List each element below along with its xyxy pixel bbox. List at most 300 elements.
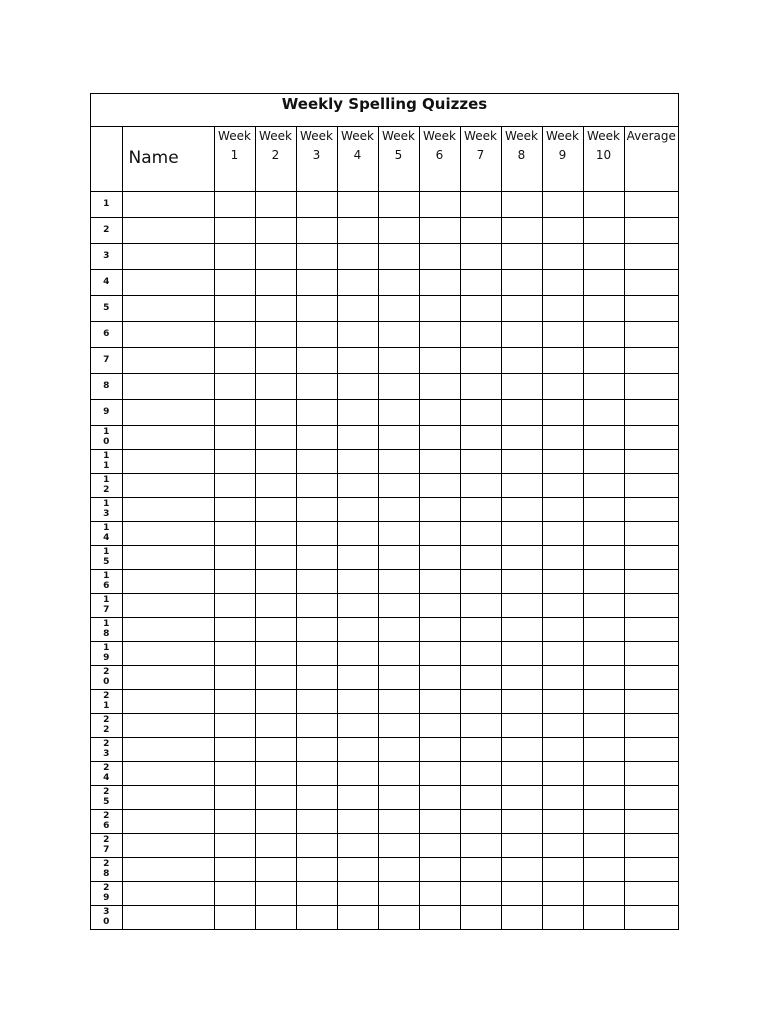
score-cell[interactable] — [296, 641, 337, 665]
score-cell[interactable] — [583, 449, 624, 473]
score-cell[interactable] — [214, 569, 255, 593]
score-cell[interactable] — [542, 857, 583, 881]
score-cell[interactable] — [255, 217, 296, 243]
score-cell[interactable] — [337, 785, 378, 809]
average-cell[interactable] — [624, 269, 678, 295]
score-cell[interactable] — [214, 617, 255, 641]
name-cell[interactable] — [122, 617, 214, 641]
score-cell[interactable] — [542, 689, 583, 713]
score-cell[interactable] — [460, 321, 501, 347]
score-cell[interactable] — [296, 737, 337, 761]
score-cell[interactable] — [460, 665, 501, 689]
score-cell[interactable] — [337, 295, 378, 321]
score-cell[interactable] — [214, 321, 255, 347]
score-cell[interactable] — [337, 191, 378, 217]
average-cell[interactable] — [624, 905, 678, 929]
score-cell[interactable] — [296, 761, 337, 785]
score-cell[interactable] — [255, 641, 296, 665]
score-cell[interactable] — [419, 833, 460, 857]
average-cell[interactable] — [624, 449, 678, 473]
score-cell[interactable] — [337, 243, 378, 269]
score-cell[interactable] — [501, 347, 542, 373]
score-cell[interactable] — [296, 689, 337, 713]
score-cell[interactable] — [583, 269, 624, 295]
score-cell[interactable] — [214, 373, 255, 399]
score-cell[interactable] — [460, 857, 501, 881]
score-cell[interactable] — [419, 217, 460, 243]
score-cell[interactable] — [255, 295, 296, 321]
score-cell[interactable] — [583, 217, 624, 243]
score-cell[interactable] — [255, 593, 296, 617]
average-cell[interactable] — [624, 785, 678, 809]
score-cell[interactable] — [214, 521, 255, 545]
score-cell[interactable] — [296, 857, 337, 881]
score-cell[interactable] — [255, 269, 296, 295]
score-cell[interactable] — [542, 713, 583, 737]
average-cell[interactable] — [624, 545, 678, 569]
score-cell[interactable] — [214, 425, 255, 449]
score-cell[interactable] — [419, 295, 460, 321]
name-cell[interactable] — [122, 217, 214, 243]
score-cell[interactable] — [337, 473, 378, 497]
score-cell[interactable] — [214, 399, 255, 425]
score-cell[interactable] — [378, 809, 419, 833]
name-cell[interactable] — [122, 521, 214, 545]
score-cell[interactable] — [296, 809, 337, 833]
score-cell[interactable] — [501, 243, 542, 269]
score-cell[interactable] — [255, 545, 296, 569]
score-cell[interactable] — [378, 665, 419, 689]
score-cell[interactable] — [419, 449, 460, 473]
score-cell[interactable] — [337, 809, 378, 833]
score-cell[interactable] — [419, 243, 460, 269]
score-cell[interactable] — [337, 269, 378, 295]
score-cell[interactable] — [378, 905, 419, 929]
score-cell[interactable] — [255, 761, 296, 785]
name-cell[interactable] — [122, 569, 214, 593]
score-cell[interactable] — [460, 809, 501, 833]
score-cell[interactable] — [583, 905, 624, 929]
score-cell[interactable] — [296, 269, 337, 295]
score-cell[interactable] — [214, 449, 255, 473]
name-cell[interactable] — [122, 347, 214, 373]
name-cell[interactable] — [122, 191, 214, 217]
score-cell[interactable] — [542, 617, 583, 641]
score-cell[interactable] — [542, 881, 583, 905]
name-cell[interactable] — [122, 545, 214, 569]
score-cell[interactable] — [542, 191, 583, 217]
score-cell[interactable] — [460, 593, 501, 617]
name-cell[interactable] — [122, 399, 214, 425]
score-cell[interactable] — [255, 857, 296, 881]
average-cell[interactable] — [624, 641, 678, 665]
score-cell[interactable] — [378, 321, 419, 347]
score-cell[interactable] — [214, 857, 255, 881]
score-cell[interactable] — [460, 545, 501, 569]
score-cell[interactable] — [255, 905, 296, 929]
score-cell[interactable] — [460, 191, 501, 217]
score-cell[interactable] — [460, 347, 501, 373]
score-cell[interactable] — [378, 881, 419, 905]
score-cell[interactable] — [214, 641, 255, 665]
score-cell[interactable] — [296, 713, 337, 737]
name-cell[interactable] — [122, 905, 214, 929]
score-cell[interactable] — [255, 373, 296, 399]
average-cell[interactable] — [624, 521, 678, 545]
score-cell[interactable] — [501, 425, 542, 449]
name-cell[interactable] — [122, 243, 214, 269]
score-cell[interactable] — [378, 569, 419, 593]
score-cell[interactable] — [460, 399, 501, 425]
score-cell[interactable] — [378, 641, 419, 665]
score-cell[interactable] — [419, 473, 460, 497]
score-cell[interactable] — [255, 425, 296, 449]
score-cell[interactable] — [419, 761, 460, 785]
score-cell[interactable] — [337, 521, 378, 545]
score-cell[interactable] — [337, 449, 378, 473]
average-cell[interactable] — [624, 243, 678, 269]
score-cell[interactable] — [542, 737, 583, 761]
score-cell[interactable] — [378, 217, 419, 243]
score-cell[interactable] — [378, 593, 419, 617]
score-cell[interactable] — [583, 473, 624, 497]
score-cell[interactable] — [255, 881, 296, 905]
score-cell[interactable] — [296, 785, 337, 809]
name-cell[interactable] — [122, 833, 214, 857]
score-cell[interactable] — [501, 295, 542, 321]
score-cell[interactable] — [501, 217, 542, 243]
score-cell[interactable] — [460, 521, 501, 545]
score-cell[interactable] — [255, 665, 296, 689]
score-cell[interactable] — [214, 905, 255, 929]
score-cell[interactable] — [378, 545, 419, 569]
score-cell[interactable] — [501, 881, 542, 905]
score-cell[interactable] — [542, 833, 583, 857]
average-cell[interactable] — [624, 737, 678, 761]
score-cell[interactable] — [255, 347, 296, 373]
name-cell[interactable] — [122, 269, 214, 295]
score-cell[interactable] — [296, 295, 337, 321]
score-cell[interactable] — [501, 665, 542, 689]
score-cell[interactable] — [542, 269, 583, 295]
score-cell[interactable] — [378, 833, 419, 857]
score-cell[interactable] — [542, 905, 583, 929]
score-cell[interactable] — [542, 295, 583, 321]
score-cell[interactable] — [419, 399, 460, 425]
score-cell[interactable] — [542, 641, 583, 665]
average-cell[interactable] — [624, 473, 678, 497]
score-cell[interactable] — [337, 737, 378, 761]
score-cell[interactable] — [255, 449, 296, 473]
score-cell[interactable] — [419, 321, 460, 347]
average-cell[interactable] — [624, 497, 678, 521]
average-cell[interactable] — [624, 761, 678, 785]
score-cell[interactable] — [419, 593, 460, 617]
score-cell[interactable] — [378, 857, 419, 881]
score-cell[interactable] — [296, 617, 337, 641]
score-cell[interactable] — [419, 425, 460, 449]
name-cell[interactable] — [122, 321, 214, 347]
average-cell[interactable] — [624, 833, 678, 857]
score-cell[interactable] — [542, 373, 583, 399]
score-cell[interactable] — [501, 737, 542, 761]
score-cell[interactable] — [296, 449, 337, 473]
score-cell[interactable] — [419, 689, 460, 713]
score-cell[interactable] — [214, 689, 255, 713]
score-cell[interactable] — [542, 497, 583, 521]
name-cell[interactable] — [122, 857, 214, 881]
name-cell[interactable] — [122, 761, 214, 785]
average-cell[interactable] — [624, 617, 678, 641]
score-cell[interactable] — [378, 785, 419, 809]
score-cell[interactable] — [419, 881, 460, 905]
score-cell[interactable] — [378, 617, 419, 641]
score-cell[interactable] — [583, 521, 624, 545]
score-cell[interactable] — [583, 809, 624, 833]
score-cell[interactable] — [501, 191, 542, 217]
score-cell[interactable] — [255, 399, 296, 425]
score-cell[interactable] — [419, 545, 460, 569]
score-cell[interactable] — [542, 425, 583, 449]
name-cell[interactable] — [122, 689, 214, 713]
score-cell[interactable] — [583, 833, 624, 857]
average-cell[interactable] — [624, 593, 678, 617]
score-cell[interactable] — [542, 347, 583, 373]
score-cell[interactable] — [501, 497, 542, 521]
score-cell[interactable] — [337, 321, 378, 347]
score-cell[interactable] — [460, 689, 501, 713]
score-cell[interactable] — [501, 373, 542, 399]
score-cell[interactable] — [214, 191, 255, 217]
score-cell[interactable] — [501, 785, 542, 809]
score-cell[interactable] — [255, 473, 296, 497]
score-cell[interactable] — [296, 569, 337, 593]
score-cell[interactable] — [583, 593, 624, 617]
score-cell[interactable] — [255, 497, 296, 521]
score-cell[interactable] — [214, 665, 255, 689]
name-cell[interactable] — [122, 665, 214, 689]
score-cell[interactable] — [214, 497, 255, 521]
score-cell[interactable] — [378, 243, 419, 269]
score-cell[interactable] — [501, 269, 542, 295]
name-cell[interactable] — [122, 737, 214, 761]
score-cell[interactable] — [214, 785, 255, 809]
name-cell[interactable] — [122, 641, 214, 665]
score-cell[interactable] — [296, 833, 337, 857]
score-cell[interactable] — [214, 809, 255, 833]
score-cell[interactable] — [419, 497, 460, 521]
score-cell[interactable] — [337, 665, 378, 689]
score-cell[interactable] — [378, 295, 419, 321]
score-cell[interactable] — [378, 713, 419, 737]
score-cell[interactable] — [378, 761, 419, 785]
score-cell[interactable] — [583, 347, 624, 373]
score-cell[interactable] — [214, 269, 255, 295]
score-cell[interactable] — [337, 545, 378, 569]
name-cell[interactable] — [122, 881, 214, 905]
score-cell[interactable] — [460, 217, 501, 243]
score-cell[interactable] — [542, 473, 583, 497]
score-cell[interactable] — [583, 545, 624, 569]
name-cell[interactable] — [122, 497, 214, 521]
score-cell[interactable] — [501, 809, 542, 833]
score-cell[interactable] — [255, 737, 296, 761]
score-cell[interactable] — [460, 497, 501, 521]
score-cell[interactable] — [501, 593, 542, 617]
score-cell[interactable] — [378, 425, 419, 449]
average-cell[interactable] — [624, 689, 678, 713]
score-cell[interactable] — [337, 425, 378, 449]
score-cell[interactable] — [460, 761, 501, 785]
score-cell[interactable] — [460, 737, 501, 761]
score-cell[interactable] — [583, 665, 624, 689]
average-cell[interactable] — [624, 569, 678, 593]
score-cell[interactable] — [255, 243, 296, 269]
score-cell[interactable] — [460, 833, 501, 857]
name-cell[interactable] — [122, 373, 214, 399]
score-cell[interactable] — [296, 399, 337, 425]
score-cell[interactable] — [214, 217, 255, 243]
average-cell[interactable] — [624, 713, 678, 737]
score-cell[interactable] — [419, 809, 460, 833]
score-cell[interactable] — [296, 665, 337, 689]
score-cell[interactable] — [583, 373, 624, 399]
score-cell[interactable] — [542, 243, 583, 269]
score-cell[interactable] — [419, 373, 460, 399]
score-cell[interactable] — [337, 399, 378, 425]
name-cell[interactable] — [122, 593, 214, 617]
score-cell[interactable] — [501, 569, 542, 593]
score-cell[interactable] — [583, 689, 624, 713]
score-cell[interactable] — [296, 521, 337, 545]
score-cell[interactable] — [419, 521, 460, 545]
score-cell[interactable] — [419, 737, 460, 761]
score-cell[interactable] — [501, 713, 542, 737]
score-cell[interactable] — [378, 497, 419, 521]
average-cell[interactable] — [624, 295, 678, 321]
name-cell[interactable] — [122, 425, 214, 449]
score-cell[interactable] — [296, 347, 337, 373]
score-cell[interactable] — [583, 641, 624, 665]
score-cell[interactable] — [501, 449, 542, 473]
score-cell[interactable] — [296, 373, 337, 399]
score-cell[interactable] — [296, 425, 337, 449]
score-cell[interactable] — [214, 243, 255, 269]
score-cell[interactable] — [460, 881, 501, 905]
average-cell[interactable] — [624, 347, 678, 373]
score-cell[interactable] — [583, 399, 624, 425]
score-cell[interactable] — [337, 641, 378, 665]
score-cell[interactable] — [501, 857, 542, 881]
score-cell[interactable] — [583, 761, 624, 785]
score-cell[interactable] — [583, 425, 624, 449]
score-cell[interactable] — [583, 191, 624, 217]
score-cell[interactable] — [583, 881, 624, 905]
score-cell[interactable] — [378, 373, 419, 399]
score-cell[interactable] — [542, 521, 583, 545]
score-cell[interactable] — [378, 347, 419, 373]
score-cell[interactable] — [501, 617, 542, 641]
score-cell[interactable] — [419, 665, 460, 689]
score-cell[interactable] — [255, 785, 296, 809]
score-cell[interactable] — [337, 905, 378, 929]
score-cell[interactable] — [337, 689, 378, 713]
score-cell[interactable] — [419, 191, 460, 217]
score-cell[interactable] — [337, 373, 378, 399]
score-cell[interactable] — [460, 905, 501, 929]
score-cell[interactable] — [255, 321, 296, 347]
score-cell[interactable] — [378, 269, 419, 295]
name-cell[interactable] — [122, 295, 214, 321]
score-cell[interactable] — [337, 497, 378, 521]
score-cell[interactable] — [337, 593, 378, 617]
score-cell[interactable] — [501, 473, 542, 497]
score-cell[interactable] — [419, 569, 460, 593]
score-cell[interactable] — [378, 473, 419, 497]
score-cell[interactable] — [501, 399, 542, 425]
score-cell[interactable] — [501, 321, 542, 347]
score-cell[interactable] — [583, 617, 624, 641]
score-cell[interactable] — [255, 809, 296, 833]
score-cell[interactable] — [255, 689, 296, 713]
score-cell[interactable] — [255, 521, 296, 545]
score-cell[interactable] — [583, 785, 624, 809]
score-cell[interactable] — [378, 689, 419, 713]
score-cell[interactable] — [214, 737, 255, 761]
score-cell[interactable] — [255, 617, 296, 641]
score-cell[interactable] — [583, 321, 624, 347]
score-cell[interactable] — [583, 295, 624, 321]
score-cell[interactable] — [583, 737, 624, 761]
score-cell[interactable] — [460, 641, 501, 665]
score-cell[interactable] — [583, 497, 624, 521]
score-cell[interactable] — [255, 713, 296, 737]
average-cell[interactable] — [624, 857, 678, 881]
score-cell[interactable] — [460, 373, 501, 399]
score-cell[interactable] — [296, 881, 337, 905]
score-cell[interactable] — [419, 269, 460, 295]
score-cell[interactable] — [583, 857, 624, 881]
score-cell[interactable] — [542, 569, 583, 593]
score-cell[interactable] — [501, 761, 542, 785]
score-cell[interactable] — [501, 905, 542, 929]
score-cell[interactable] — [378, 191, 419, 217]
score-cell[interactable] — [296, 191, 337, 217]
score-cell[interactable] — [255, 833, 296, 857]
score-cell[interactable] — [255, 569, 296, 593]
score-cell[interactable] — [419, 347, 460, 373]
score-cell[interactable] — [583, 243, 624, 269]
average-cell[interactable] — [624, 217, 678, 243]
score-cell[interactable] — [214, 347, 255, 373]
score-cell[interactable] — [337, 881, 378, 905]
score-cell[interactable] — [419, 617, 460, 641]
average-cell[interactable] — [624, 321, 678, 347]
score-cell[interactable] — [542, 399, 583, 425]
score-cell[interactable] — [337, 217, 378, 243]
score-cell[interactable] — [501, 833, 542, 857]
score-cell[interactable] — [460, 243, 501, 269]
name-cell[interactable] — [122, 809, 214, 833]
average-cell[interactable] — [624, 191, 678, 217]
average-cell[interactable] — [624, 809, 678, 833]
score-cell[interactable] — [460, 473, 501, 497]
score-cell[interactable] — [460, 713, 501, 737]
score-cell[interactable] — [460, 269, 501, 295]
score-cell[interactable] — [501, 641, 542, 665]
score-cell[interactable] — [419, 785, 460, 809]
score-cell[interactable] — [214, 833, 255, 857]
